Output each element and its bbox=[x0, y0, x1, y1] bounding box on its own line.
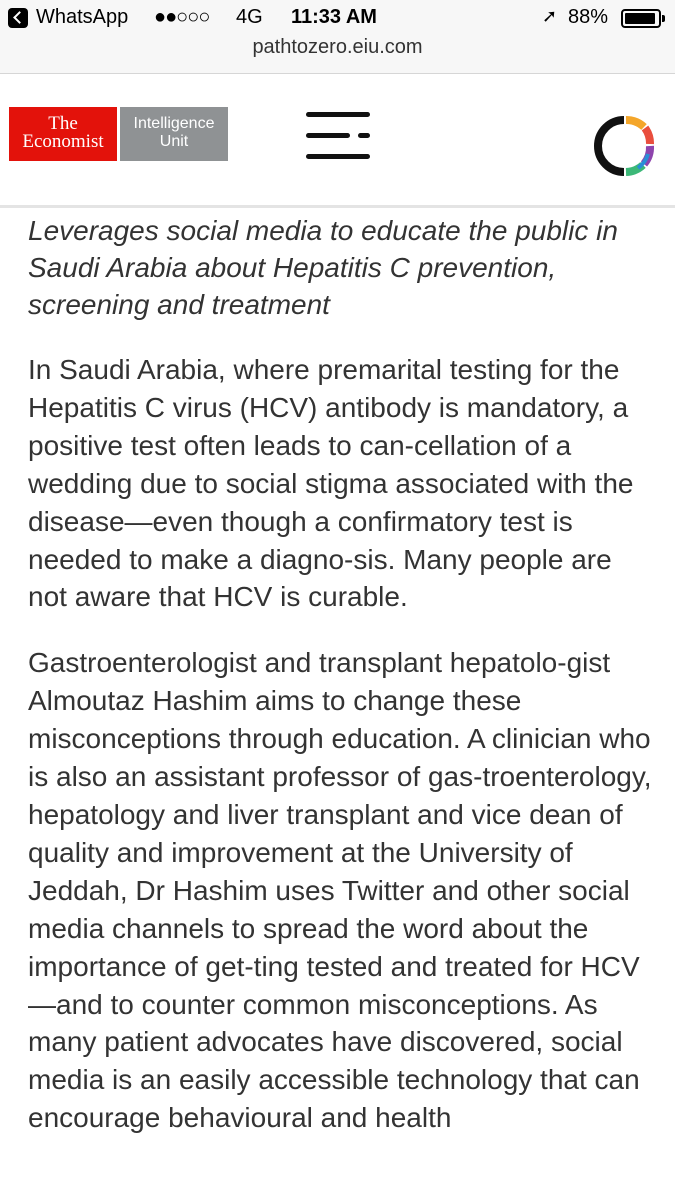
battery-percent: 88% bbox=[568, 6, 609, 28]
logo-unit-line1: Intelligence bbox=[133, 115, 215, 132]
location-arrow-icon: ➚ bbox=[542, 6, 558, 26]
logo-economist-line1: The bbox=[48, 113, 78, 134]
clock: 11:33 AM bbox=[291, 6, 377, 28]
article-paragraph-2: Gastroenterologist and transplant hepatolo-gist Almoutaz Hashim aims to change these misconceptions through education. A clinician who is also an assistant professor of gas-troenterology, hepatology and liver transplant and vice dean of quality and improvement at the University of Jeddah, Dr Hashim uses Twitter and other social media channels to spread the word about the importance of get-ting tested and treated for HCV—and to counter common misconceptions. As many patient advocates have discovered, social media is an easily accessible technology that can encourage behavioural and health bbox=[28, 647, 652, 1134]
back-to-app-icon[interactable] bbox=[8, 8, 28, 28]
site-header bbox=[0, 74, 675, 208]
eiu-logo[interactable] bbox=[9, 107, 228, 161]
intelligence-unit-logo bbox=[120, 107, 228, 161]
signal-strength-icon: ●●○○○ bbox=[154, 6, 210, 28]
hamburger-menu-icon[interactable] bbox=[306, 108, 370, 166]
network-type: 4G bbox=[236, 6, 263, 28]
url-bar[interactable]: pathtozero.eiu.com bbox=[252, 36, 423, 58]
path-to-zero-ring-icon[interactable] bbox=[592, 114, 656, 178]
browser-chrome bbox=[0, 0, 675, 74]
article-paragraph-1: In Saudi Arabia, where premarital testing for the Hepatitis C virus (HCV) antibody is mandatory, a positive test often leads to can-cellation of a wedding due to social stigma associated with the disease—even though a confirmatory test is needed to make a diagno-sis. Many people are not aware that HCV is curable. bbox=[28, 354, 634, 613]
back-to-app-label[interactable]: WhatsApp bbox=[36, 6, 129, 28]
article-body bbox=[28, 212, 653, 1137]
battery-icon bbox=[621, 9, 661, 28]
economist-logo bbox=[9, 107, 117, 161]
logo-economist-line2: Economist bbox=[22, 131, 104, 152]
logo-unit-line2: Unit bbox=[159, 133, 189, 150]
article-dek: Leverages social media to educate the public in Saudi Arabia about Hepatitis C prevention, screening and treatment bbox=[28, 215, 618, 320]
status-bar bbox=[0, 0, 675, 36]
